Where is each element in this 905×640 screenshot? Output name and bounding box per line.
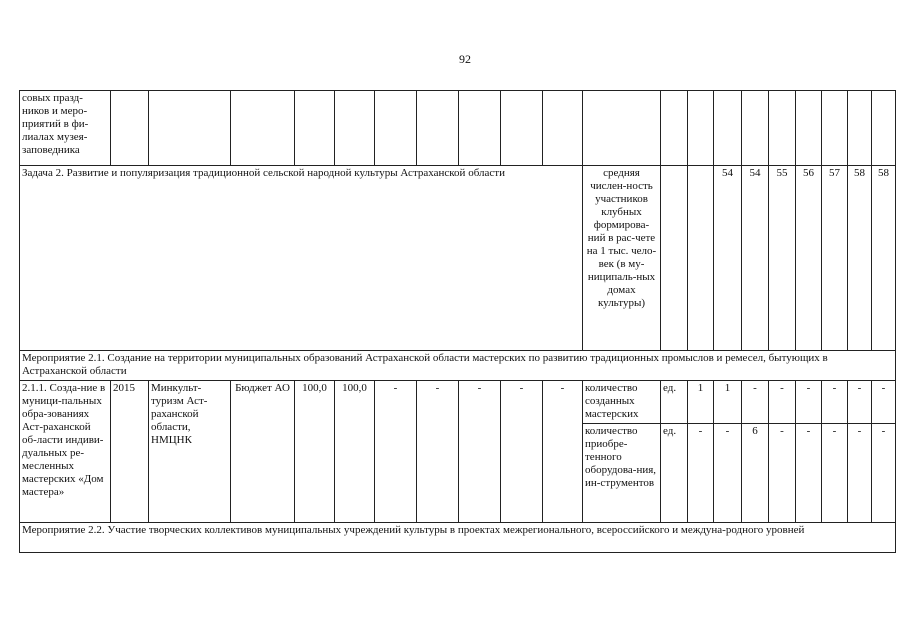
value-cell: - [872, 424, 896, 523]
value-cell: 56 [796, 166, 822, 351]
funding-year-cell: - [543, 381, 583, 523]
table-row [20, 91, 896, 166]
page-number: 92 [459, 52, 471, 66]
value-cell: - [822, 381, 848, 424]
indicator-name: средняя числен-ность участников клубных формирова-ний в рас-чете на 1 тыс. чело-век (в му-ниципаль-ных домах культуры) [583, 166, 661, 351]
activity-name-cell: совых празд-ников и меро-приятий в фи-лиалах музея-заповедника [20, 91, 111, 166]
activity-year: 2015 [111, 381, 149, 523]
value-cell: 58 [872, 166, 896, 351]
value-cell: - [796, 381, 822, 424]
table-row [20, 351, 896, 381]
value-cell: 54 [714, 166, 742, 351]
value-cell: - [769, 381, 796, 424]
value-cell: - [769, 424, 796, 523]
unit-cell: ед. [661, 424, 688, 523]
funding-source: Бюджет АО [231, 381, 295, 523]
value-cell: - [714, 424, 742, 523]
table-row [20, 166, 896, 351]
value-cell: 6 [742, 424, 769, 523]
program-table [19, 90, 896, 553]
funding-year-cell: - [417, 381, 459, 523]
indicator-name: количество приобре-тенного оборудова-ния, ин-струментов [583, 424, 661, 523]
funding-2015: 100,0 [335, 381, 375, 523]
value-cell: 58 [848, 166, 872, 351]
value-cell: - [688, 424, 714, 523]
value-cell: - [848, 381, 872, 424]
value-cell: 1 [688, 381, 714, 424]
value-cell: 54 [742, 166, 769, 351]
value-cell: - [742, 381, 769, 424]
funding-year-cell: - [459, 381, 501, 523]
activity-executor: Минкульт-туризм Аст-раханской области, НМЦНК [149, 381, 231, 523]
value-cell: - [796, 424, 822, 523]
value-cell [688, 166, 714, 351]
value-cell: 57 [822, 166, 848, 351]
indicator-name: количество созданных мастерских [583, 381, 661, 424]
unit-cell: ед. [661, 381, 688, 424]
measure-title: Мероприятие 2.1. Создание на территории муниципальных образований Астраханской области мастерских по развитию традиционных промыслов и ремесел, бытующих в Астраханской области [20, 351, 896, 381]
table-row [20, 523, 896, 553]
funding-year-cell: - [501, 381, 543, 523]
funding-total: 100,0 [295, 381, 335, 523]
value-cell: 1 [714, 381, 742, 424]
table-row [20, 381, 896, 424]
task-title: Задача 2. Развитие и популяризация традиционной сельской народной культуры Астраханской области [20, 166, 583, 351]
unit-cell [661, 166, 688, 351]
value-cell: - [872, 381, 896, 424]
funding-year-cell: - [375, 381, 417, 523]
value-cell: - [848, 424, 872, 523]
activity-name: 2.1.1. Созда-ние в муници-пальных обра-зованиях Аст-раханской об-ласти индиви-дуальных ре-месленных мастерских «Дом мастера» [20, 381, 111, 523]
measure-title: Мероприятие 2.2. Участие творческих коллективов муниципальных учреждений культуры в проектах межрегионального, всероссийского и междуна-родного уровней [20, 523, 896, 553]
value-cell: 55 [769, 166, 796, 351]
value-cell: - [822, 424, 848, 523]
